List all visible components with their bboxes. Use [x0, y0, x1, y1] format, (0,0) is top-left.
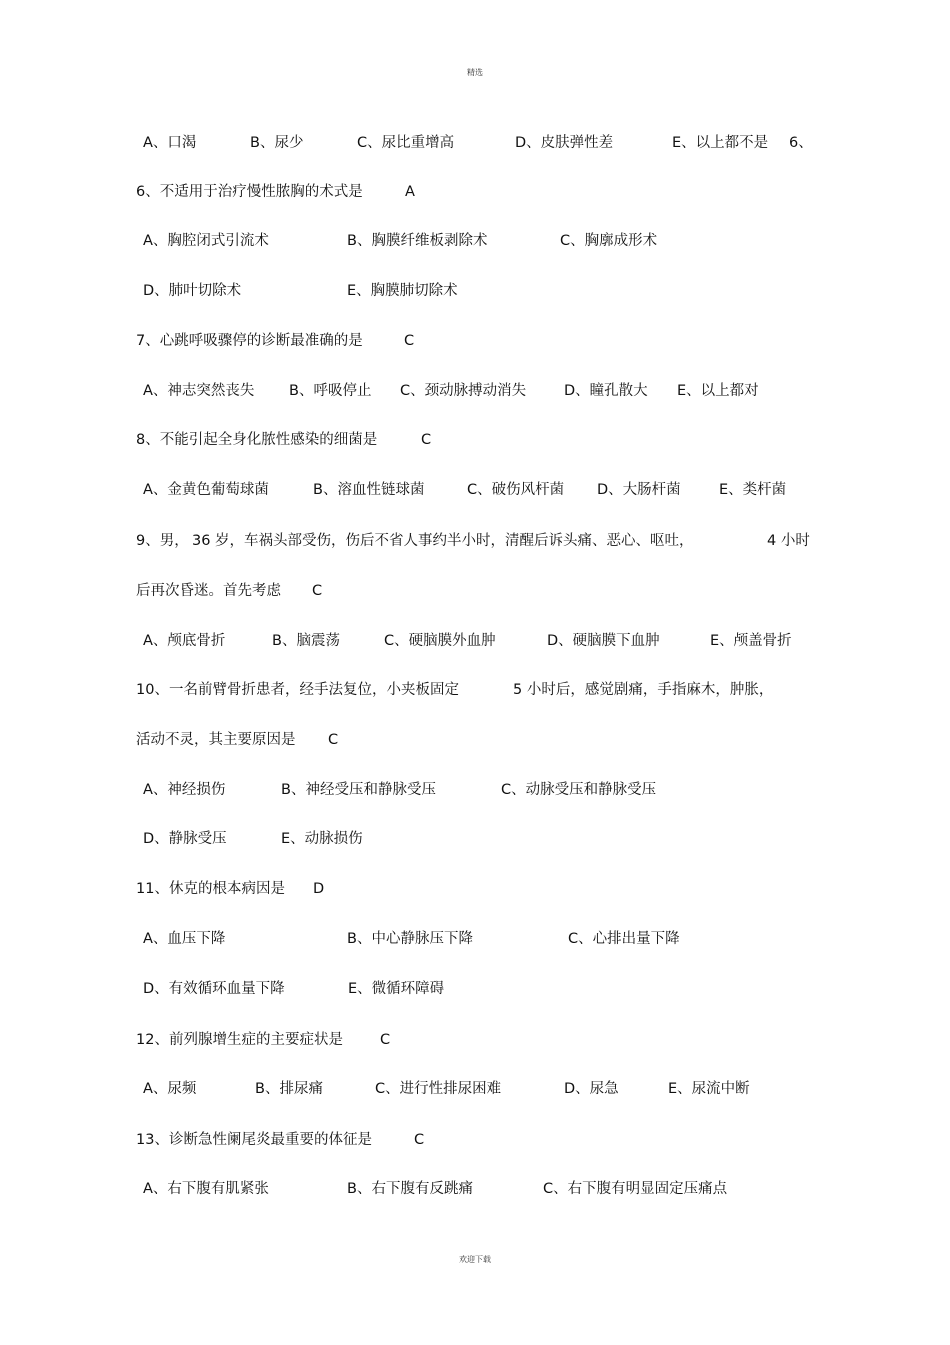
page-header: 精选: [467, 68, 483, 77]
text-line-9-segment-1: 9、男，: [136, 533, 189, 549]
text-line-17-segment-3: C、心排出量下降: [568, 931, 680, 947]
text-line-3-segment-1: A、胸腔闭式引流术: [143, 233, 269, 249]
text-line-7-segment-1: 8、不能引起全身化脓性感染的细菌是: [136, 432, 378, 448]
text-line-1-segment-4: D、皮肤弹性差: [515, 135, 614, 151]
text-line-19-segment-2: C: [380, 1032, 391, 1048]
text-line-4-segment-1: D、肺叶切除术: [143, 283, 242, 299]
text-line-6-segment-1: A、神志突然丧失: [143, 383, 255, 399]
text-line-15-segment-1: D、静脉受压: [143, 831, 227, 847]
text-line-11-segment-5: E、颅盖骨折: [710, 633, 792, 649]
text-line-14-segment-1: A、神经损伤: [143, 782, 226, 798]
text-line-1-segment-2: B、尿少: [250, 135, 304, 151]
text-line-10-segment-1: 后再次昏迷。首先考虑: [136, 583, 281, 599]
text-line-18-segment-1: D、有效循环血量下降: [143, 981, 285, 997]
text-line-5-segment-2: C: [404, 333, 415, 349]
text-line-21-segment-1: 13、诊断急性阑尾炎最重要的体征是: [136, 1132, 372, 1148]
text-line-18-segment-2: E、微循环障碍: [348, 981, 445, 997]
text-line-12-segment-1: 10、一名前臂骨折患者，经手法复位，小夹板固定: [136, 682, 459, 698]
text-line-19-segment-1: 12、前列腺增生症的主要症状是: [136, 1032, 343, 1048]
text-line-11-segment-3: C、硬脑膜外血肿: [384, 633, 496, 649]
text-line-11-segment-4: D、硬脑膜下血肿: [547, 633, 660, 649]
text-line-7-segment-2: C: [421, 432, 432, 448]
text-line-6-segment-2: B、呼吸停止: [289, 383, 372, 399]
text-line-3-segment-2: B、胸膜纤维板剥除术: [347, 233, 488, 249]
text-line-22-segment-2: B、右下腹有反跳痛: [347, 1181, 473, 1197]
text-line-1-segment-6: 6、: [789, 135, 813, 151]
text-line-13-segment-2: C: [328, 732, 339, 748]
text-line-14-segment-2: B、神经受压和静脉受压: [281, 782, 436, 798]
page-footer: 欢迎下载: [459, 1255, 491, 1264]
text-line-20-segment-2: B、排尿痛: [255, 1081, 323, 1097]
text-line-5-segment-1: 7、心跳呼吸骤停的诊断最准确的是: [136, 333, 363, 349]
text-line-12-segment-2: 5 小时后，感觉剧痛，手指麻木，肿胀，: [513, 682, 774, 698]
text-line-20-segment-1: A、尿频: [143, 1081, 197, 1097]
text-line-8-segment-5: E、类杆菌: [719, 482, 787, 498]
text-line-3-segment-3: C、胸廓成形术: [560, 233, 658, 249]
text-line-20-segment-5: E、尿流中断: [668, 1081, 750, 1097]
text-line-13-segment-1: 活动不灵，其主要原因是: [136, 732, 296, 748]
text-line-1-segment-1: A、口渴: [143, 135, 197, 151]
text-line-2-segment-2: A: [405, 184, 415, 200]
text-line-8-segment-1: A、金黄色葡萄球菌: [143, 482, 269, 498]
text-line-9-segment-2: 36 岁，车祸头部受伤，伤后不省人事约半小时，清醒后诉头痛、恶心、呕吐，: [192, 533, 694, 549]
text-line-6-segment-3: C、颈动脉搏动消失: [400, 383, 527, 399]
text-line-20-segment-4: D、尿急: [564, 1081, 619, 1097]
text-line-22-segment-1: A、右下腹有肌紧张: [143, 1181, 269, 1197]
text-line-17-segment-1: A、血压下降: [143, 931, 226, 947]
text-line-1-segment-5: E、以上都不是: [672, 135, 769, 151]
text-line-14-segment-3: C、动脉受压和静脉受压: [501, 782, 657, 798]
text-line-8-segment-2: B、溶血性链球菌: [313, 482, 425, 498]
text-line-6-segment-5: E、以上都对: [677, 383, 759, 399]
text-line-8-segment-3: C、破伤风杆菌: [467, 482, 565, 498]
text-line-22-segment-3: C、右下腹有明显固定压痛点: [543, 1181, 728, 1197]
text-line-9-segment-3: 4 小时: [767, 533, 810, 549]
text-line-21-segment-2: C: [414, 1132, 425, 1148]
text-line-15-segment-2: E、动脉损伤: [281, 831, 363, 847]
text-line-10-segment-2: C: [312, 583, 323, 599]
text-line-16-segment-2: D: [313, 881, 325, 897]
text-line-16-segment-1: 11、休克的根本病因是: [136, 881, 285, 897]
text-line-17-segment-2: B、中心静脉压下降: [347, 931, 473, 947]
text-line-2-segment-1: 6、不适用于治疗慢性脓胸的术式是: [136, 184, 363, 200]
text-line-20-segment-3: C、进行性排尿困难: [375, 1081, 502, 1097]
text-line-6-segment-4: D、瞳孔散大: [564, 383, 648, 399]
text-line-8-segment-4: D、大肠杆菌: [597, 482, 681, 498]
text-line-4-segment-2: E、胸膜肺切除术: [347, 283, 458, 299]
text-line-1-segment-3: C、尿比重增高: [357, 135, 455, 151]
text-line-11-segment-1: A、颅底骨折: [143, 633, 226, 649]
text-line-11-segment-2: B、脑震荡: [272, 633, 340, 649]
